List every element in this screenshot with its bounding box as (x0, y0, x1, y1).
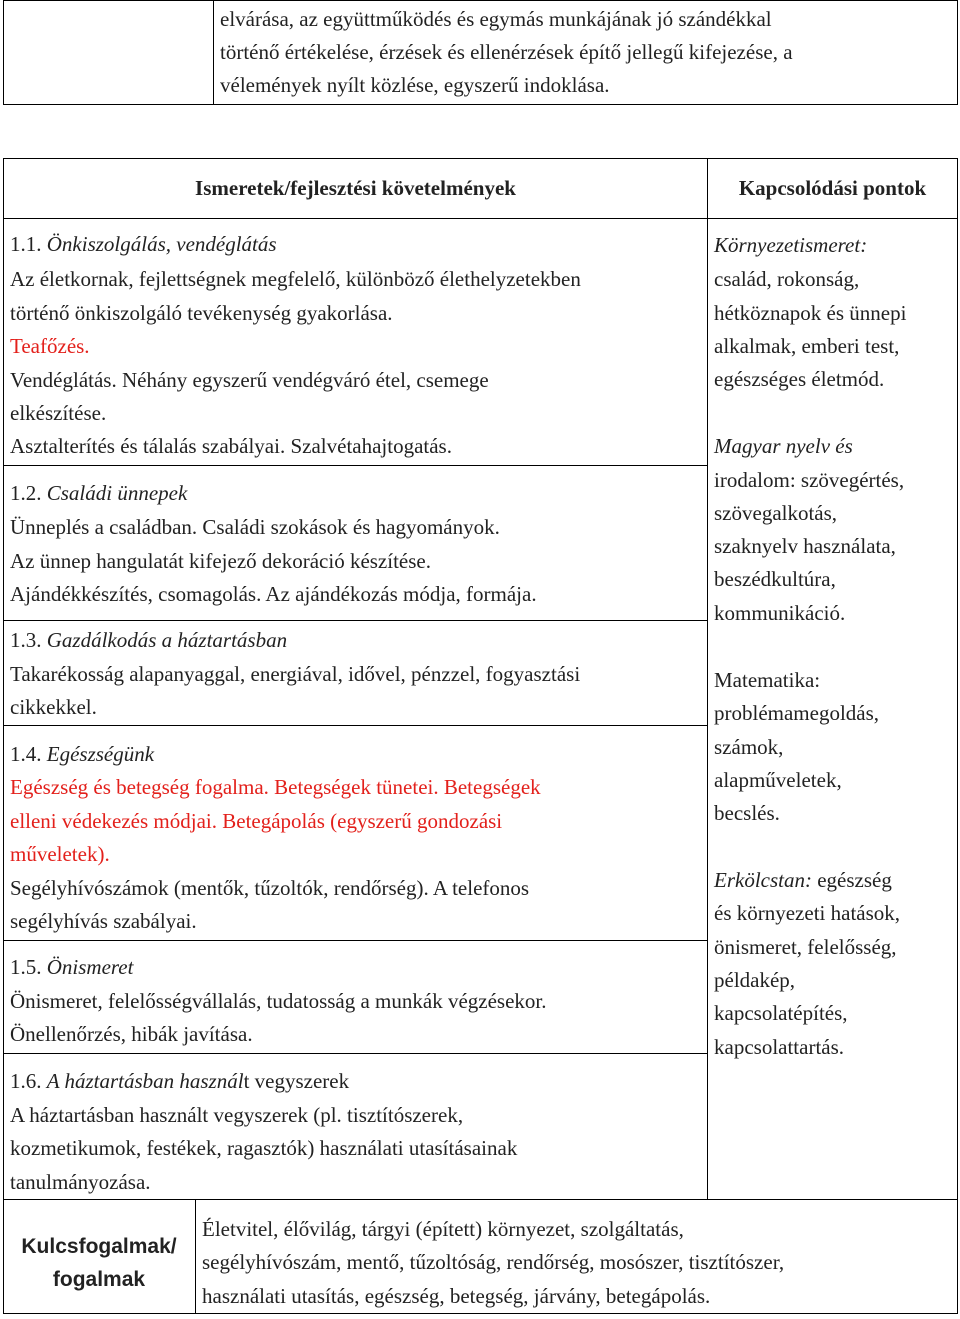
section-line: segélyhívás szabályai. (10, 909, 197, 933)
connection-line: beszédkultúra, (714, 567, 836, 591)
connection-line: irodalom: szövegértés, (714, 468, 905, 492)
keywords-line: Életvitel, élővilág, tárgyi (épített) környezet, szolgáltatás, (202, 1217, 684, 1241)
top-cell-line: elvárása, az együttműködés és egymás munkájának jó szándékkal (220, 7, 772, 31)
connection-line: kapcsolatépítés, (714, 1001, 848, 1025)
section-line: elkészítése. (10, 401, 107, 425)
connection-line: hétköznapok és ünnepi (714, 301, 907, 325)
section-line-highlight: műveletek). (10, 842, 110, 866)
connection-line: példakép, (714, 968, 796, 992)
connection-line: család, rokonság, (714, 267, 860, 291)
section-line: tanulmányozása. (10, 1170, 151, 1194)
connection-line: problémamegoldás, (714, 701, 880, 725)
connection-line: szaknyelv használata, (714, 534, 896, 558)
section-line: Önismeret, felelősségvállalás, tudatosság a munkák végzésekor. (10, 989, 547, 1013)
section-line-highlight: elleni védekezés módjai. Betegápolás (egyszerű gondozási (10, 809, 503, 833)
section-line: cikkekkel. (10, 695, 97, 719)
section-title: 1.2. Családi ünnepek (10, 481, 188, 505)
connection-subject: Környezetismeret: (714, 233, 868, 257)
section-line: Asztalterítés és tálalás szabályai. Szalvétahajtogatás. (10, 434, 452, 458)
section-line-highlight: Egészség és betegség fogalma. Betegségek tünetei. Betegségek (10, 775, 541, 799)
section-line: Ünneplés a családban. Családi szokások és hagyományok. (10, 515, 500, 539)
section-title: 1.6. A háztartásban használt vegyszerek (10, 1069, 350, 1093)
connection-line: kapcsolattartás. (714, 1035, 845, 1059)
connection-line: és környezeti hatások, (714, 901, 901, 925)
header-requirements: Ismeretek/fejlesztési követelmények (195, 176, 516, 200)
keywords-label-line: fogalmak (52, 1268, 146, 1291)
connection-subject: Erkölcstan: egészség (714, 868, 892, 892)
section-line: Önellenőrzés, hibák javítása. (10, 1022, 253, 1046)
section-line: Segélyhívószámok (mentők, tűzoltók, rendőrség). A telefonos (10, 876, 530, 900)
connection-subject: Magyar nyelv és (714, 434, 853, 458)
section-line: A háztartásban használt vegyszerek (pl. tisztítószerek, (10, 1103, 464, 1127)
connection-line: becslés. (714, 801, 780, 825)
section-line: kozmetikumok, festékek, ragasztók) használati utasításainak (10, 1136, 518, 1160)
top-cell-line: történő értékelése, érzések és ellenérzések építő jellegű kifejezése, a (220, 40, 793, 64)
section-title: 1.5. Önismeret (10, 955, 134, 979)
connection-line: önismeret, felelősség, (714, 935, 897, 959)
header-connections: Kapcsolódási pontok (738, 176, 927, 200)
keywords-label (3, 1230, 195, 1296)
section-title: 1.1. Önkiszolgálás, vendéglátás (10, 232, 277, 256)
section-line: Vendéglátás. Néhány egyszerű vendégváró étel, csemege (10, 368, 489, 392)
connection-line: alkalmak, emberi test, (714, 334, 900, 358)
keywords-line: segélyhívószám, mentő, tűzoltóság, rendőrség, mosószer, tisztítószer, (202, 1250, 785, 1274)
section-line: Az ünnep hangulatát kifejező dekoráció készítése. (10, 549, 431, 573)
connection-line: kommunikáció. (714, 601, 846, 625)
keywords-line: használati utasítás, egészség, betegség, járvány, betegápolás. (202, 1284, 711, 1308)
keywords-label-line: Kulcsfogalmak/ (21, 1235, 177, 1258)
connection-line: számok, (714, 735, 784, 759)
top-cell-line: vélemények nyílt közlése, egyszerű indoklása. (220, 73, 610, 97)
connection-line: egészséges életmód. (714, 367, 885, 391)
section-title: 1.4. Egészségünk (10, 742, 155, 766)
connection-line: Matematika: (714, 668, 821, 692)
connection-line: szövegalkotás, (714, 501, 838, 525)
section-line: Ajándékkészítés, csomagolás. Az ajándékozás módja, formája. (10, 582, 537, 606)
section-line: történő önkiszolgáló tevékenység gyakorlása. (10, 301, 393, 325)
section-line: Az életkornak, fejlettségnek megfelelő, különböző élethelyzetekben (10, 267, 581, 291)
section-line: Takarékosság alapanyaggal, energiával, idővel, pénzzel, fogyasztási (10, 662, 581, 686)
section-title: 1.3. Gazdálkodás a háztartásban (10, 628, 288, 652)
connection-line: alapműveletek, (714, 768, 842, 792)
section-line-highlight: Teafőzés. (10, 334, 90, 358)
